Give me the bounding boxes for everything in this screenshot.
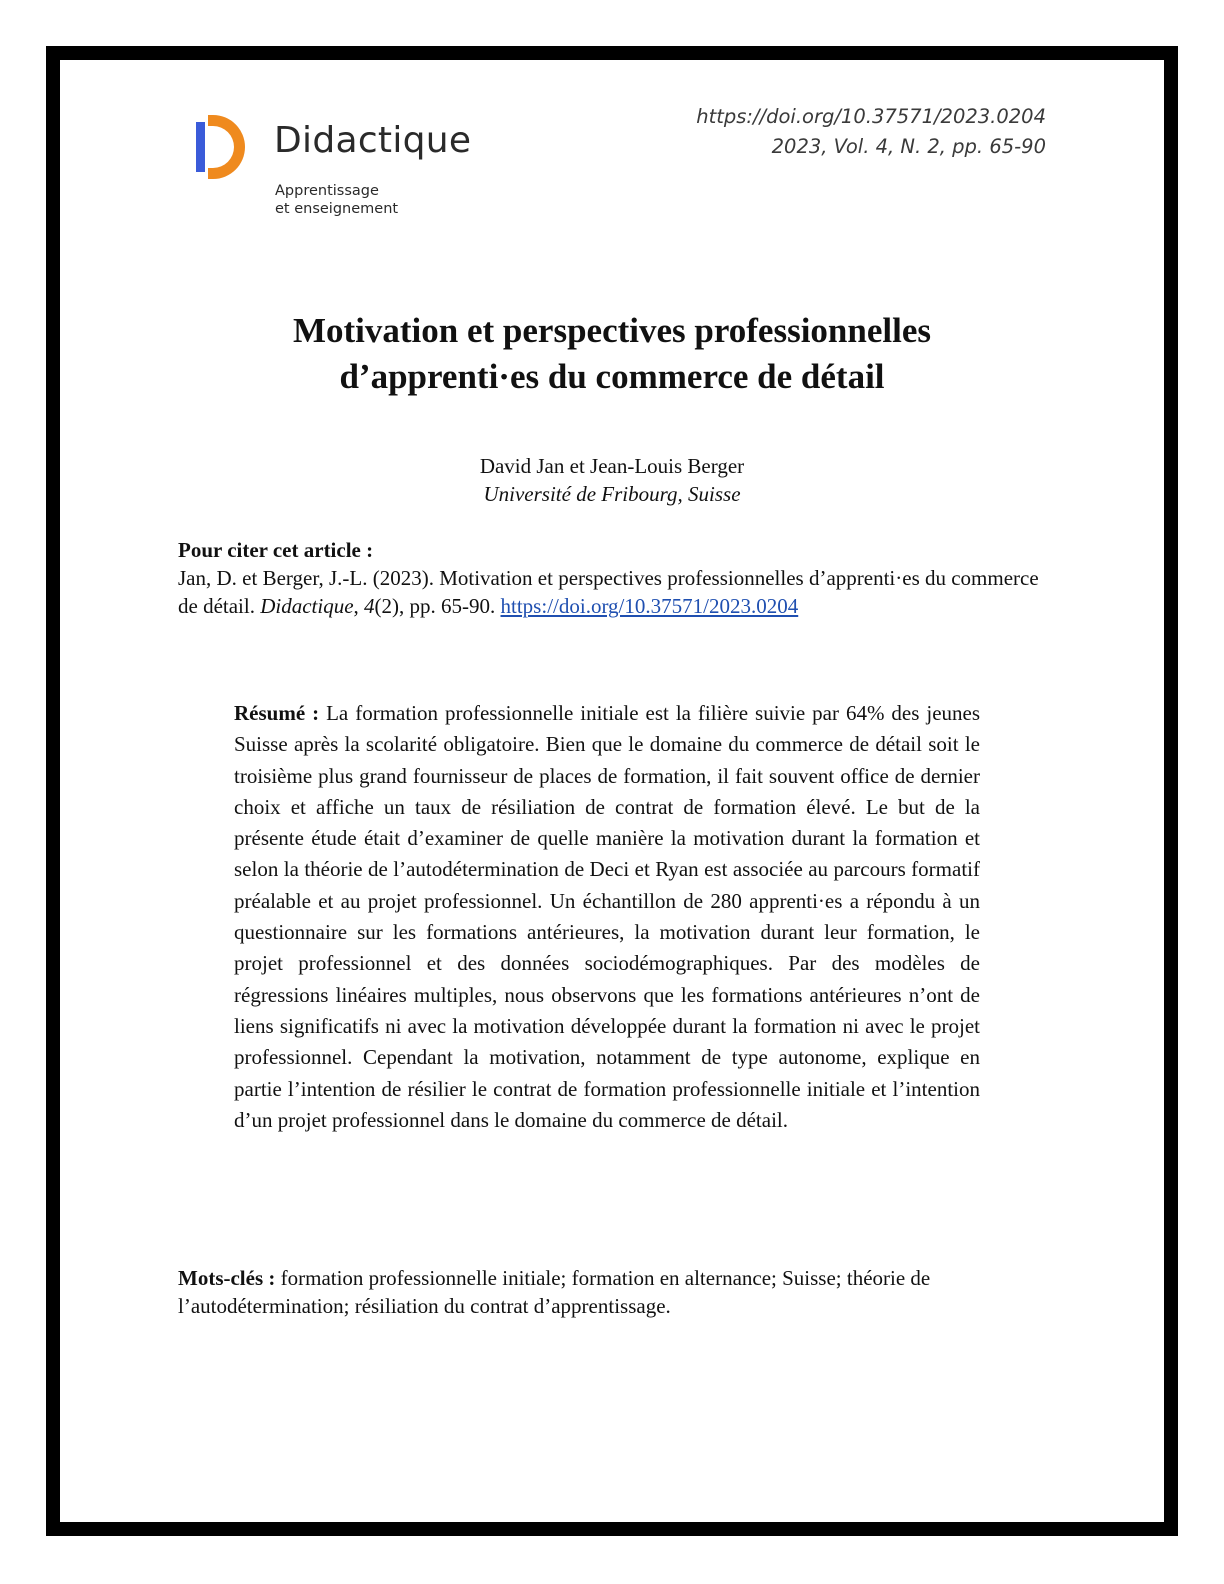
journal-subtitle [275,182,398,218]
citation-journal: Didactique [260,594,354,618]
citation-text-2: (2), pp. 65-90. [374,594,501,618]
header-doi: https://doi.org/10.37571/2023.0204 [696,105,1046,128]
keywords-text: formation professionnelle initiale; formation en alternance; Suisse; théorie de l’autodétermination; résiliation du contrat d’apprentissage. [178,1266,931,1318]
article-first-page [60,60,1164,1522]
citation-block [178,536,1048,620]
keywords-label: Mots-clés : [178,1266,276,1290]
author-affiliation: Université de Fribourg, Suisse [483,482,741,506]
citation-separator: , [353,594,365,618]
journal-subtitle-line-2: et enseignement [275,201,399,217]
author-names: David Jan et Jean-Louis Berger [479,454,745,478]
citation-label: Pour citer cet article : [178,538,374,562]
article-title-line-2: d’apprenti·es du commerce de détail [339,357,885,396]
citation-text-1: Jan, D. et Berger, J.-L. (2023). Motivation et perspectives professionnelles d’apprenti·es du commerce de détail. [178,566,1039,618]
keywords [178,1264,1048,1320]
header-volume: 2023, Vol. 4, N. 2, pp. 65-90 [771,135,1046,158]
abstract-label: Résumé : [234,701,320,725]
abstract-text: La formation professionnelle initiale est la filière suivie par 64% des jeunes Suisse après la scolarité obligatoire. Bien que le domaine du commerce de détail soit le troisième plus grand fournisseur de places de formation, il fait souvent office de dernier choix et affiche un taux de résiliation de contrat de formation élevé. Le but de la présente étude était d’examiner de quelle manière la motivation durant la formation et selon la théorie de l’autodétermination de Deci et Ryan est associée au parcours formatif préalable et au projet professionnel. Un échantillon de 280 apprenti·es a répondu à un questionnaire sur les formations antérieures, la motivation durant leur formation, le projet professionnel et des données sociodémographiques. Par des modèles de régressions linéaires multiples, nous observons que les formations antérieures n’ont de liens significatifs ni avec la motivation développée durant la formation ni avec le projet professionnel. Cependant la motivation, notamment de type autonome, explique en partie l’intention de résilier le contrat de formation professionnelle initiale et l’intention d’un projet professionnel dans le domaine du commerce de détail. [234,701,981,1132]
article-title [140,308,1084,400]
citation-volume: 4 [364,594,375,618]
article-title-line-1: Motivation et perspectives professionnelles [292,311,931,350]
header-doi-block [696,102,1046,162]
journal-name: Didactique [274,120,472,161]
didactique-logo-icon [196,112,248,182]
journal-subtitle-line-1: Apprentissage [275,183,379,199]
abstract [234,698,980,1136]
author-block [140,452,1084,508]
page-frame [46,46,1178,1536]
citation-doi-link[interactable]: https://doi.org/10.37571/2023.0204 [500,594,799,618]
